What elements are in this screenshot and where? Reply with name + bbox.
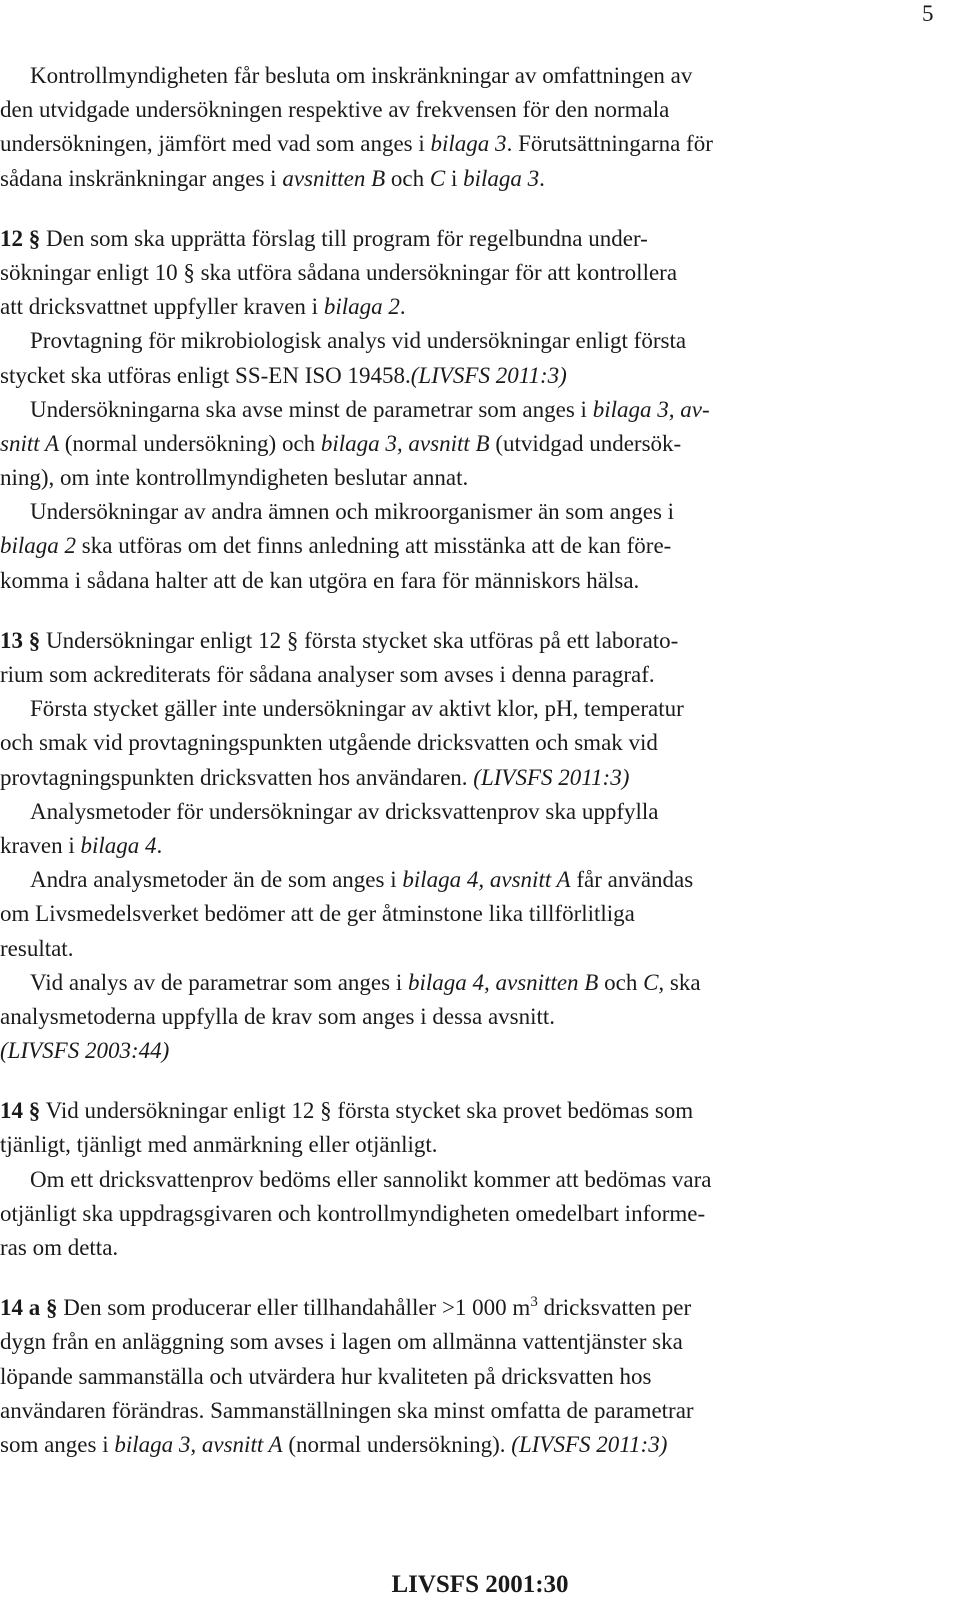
section-number: 12 § bbox=[0, 225, 41, 251]
text-line: 12 § Den som ska upprätta förslag till program för regelbundna under- bbox=[0, 225, 648, 251]
text-line: 14 a § Den som producerar eller tillhandahåller >1 000 $m^3$ dricksvatten per bbox=[0, 1294, 692, 1321]
text-line: 14 § Vid undersökningar enligt 12 § första stycket ska provet bedömas som bbox=[0, 1098, 694, 1124]
text-line: Undersökningarna ska avse minst de parametrar som anges i bilaga 3, av- bbox=[30, 396, 710, 422]
section-14a bbox=[0, 1291, 960, 1462]
text-line: stycket ska utföras enligt SS-EN ISO 19458.(LIVSFS 2011:3) bbox=[0, 362, 567, 388]
text-line: Vid analys av de parametrar som anges i bilaga 4, avsnitten B och C, ska bbox=[30, 969, 701, 995]
text-line: provtagningspunkten dricksvatten hos användaren. (LIVSFS 2011:3) bbox=[0, 764, 630, 790]
text-line: tjänligt, tjänligt med anmärkning eller otjänligt. bbox=[0, 1132, 438, 1158]
text-line: Provtagning för mikrobiologisk analys vid undersökningar enligt första bbox=[30, 328, 687, 354]
text-line: den utvidgade undersökningen respektive av frekvensen för den normala bbox=[0, 97, 670, 123]
text-line: Undersökningar av andra ämnen och mikroorganismer än som anges i bbox=[30, 499, 675, 525]
section-14 bbox=[0, 1094, 960, 1265]
amendment-reference: (LIVSFS 2011:3) bbox=[410, 362, 567, 388]
text-line: dygn från en anläggning som avses i lagen om allmänna vattentjänster ska bbox=[0, 1329, 683, 1355]
text-line: om Livsmedelsverket bedömer att de ger åtminstone lika tillförlitliga bbox=[0, 901, 635, 927]
section-13 bbox=[0, 624, 960, 1068]
text-line: otjänligt ska uppdragsgivaren och kontrollmyndigheten omedelbart informe- bbox=[0, 1200, 706, 1226]
amendment-reference: (LIVSFS 2011:3) bbox=[473, 764, 630, 790]
page-footer: LIVSFS 2001:30 bbox=[391, 1571, 569, 1598]
text-line: Analysmetoder för undersökningar av dricksvattenprov ska uppfylla bbox=[30, 798, 659, 824]
text-line: rium som ackrediterats för sådana analyser som avses i denna paragraf. bbox=[0, 662, 655, 687]
section-number: 14 a § bbox=[0, 1295, 58, 1321]
text-line: ning), om inte kontrollmyndigheten beslutar annat. bbox=[0, 465, 469, 491]
intro-paragraph bbox=[0, 59, 960, 196]
text-line: som anges i bilaga 3, avsnitt A (normal undersökning). (LIVSFS 2011:3) bbox=[0, 1431, 668, 1457]
text-line: bilaga 2 ska utföras om det finns anledning att misstänka att de kan före- bbox=[0, 533, 672, 559]
amendment-reference: (LIVSFS 2011:3) bbox=[511, 1431, 668, 1457]
amendment-reference: (LIVSFS 2003:44) bbox=[0, 1038, 170, 1064]
text-line: löpande sammanställa och utvärdera hur kvaliteten på dricksvatten hos bbox=[0, 1363, 652, 1389]
text-line bbox=[0, 1034, 960, 1068]
text-line: Första stycket gäller inte undersökningar av aktivt klor, pH, temperatur bbox=[30, 696, 684, 722]
text-line: sökningar enligt 10 § ska utföra sådana undersökningar för att kontrollera bbox=[0, 259, 678, 285]
text-line: kraven i bilaga 4. bbox=[0, 832, 163, 858]
text-line: analysmetoderna uppfylla de krav som anges i dessa avsnitt. bbox=[0, 1003, 556, 1029]
text-line: ras om detta. bbox=[0, 1235, 119, 1260]
text-line: snitt A (normal undersökning) och bilaga 3, avsnitt B (utvidgad undersök- bbox=[0, 430, 682, 456]
section-12 bbox=[0, 222, 960, 598]
text-line: sådana inskränkningar anges i avsnitten B och C i bilaga 3. bbox=[0, 165, 545, 191]
text-line: Kontrollmyndigheten får besluta om inskränkningar av omfattningen av bbox=[30, 63, 693, 88]
text-line: användaren förändras. Sammanställningen ska minst omfatta de parametrar bbox=[0, 1397, 694, 1423]
text-line: undersökningen, jämfört med vad som anges i bilaga 3. Förutsättningarna för bbox=[0, 131, 713, 157]
text-line: komma i sådana halter att de kan utgöra en fara för människors hälsa. bbox=[0, 567, 640, 593]
section-number: 14 § bbox=[0, 1098, 41, 1124]
text-line: 13 § Undersökningar enligt 12 § första stycket ska utföras på ett laborato- bbox=[0, 627, 679, 653]
text-line: att dricksvattnet uppfyller kraven i bilaga 2. bbox=[0, 294, 406, 320]
page-number: 5 bbox=[922, 1, 934, 26]
text-line: och smak vid provtagningspunkten utgående dricksvatten och smak vid bbox=[0, 730, 658, 756]
text-line: resultat. bbox=[0, 935, 74, 961]
document-body bbox=[0, 59, 960, 1462]
text-line: Om ett dricksvattenprov bedöms eller sannolikt kommer att bedömas vara bbox=[30, 1166, 712, 1192]
section-number: 13 § bbox=[0, 627, 41, 653]
text-line: Andra analysmetoder än de som anges i bilaga 4, avsnitt A får användas bbox=[30, 867, 694, 893]
